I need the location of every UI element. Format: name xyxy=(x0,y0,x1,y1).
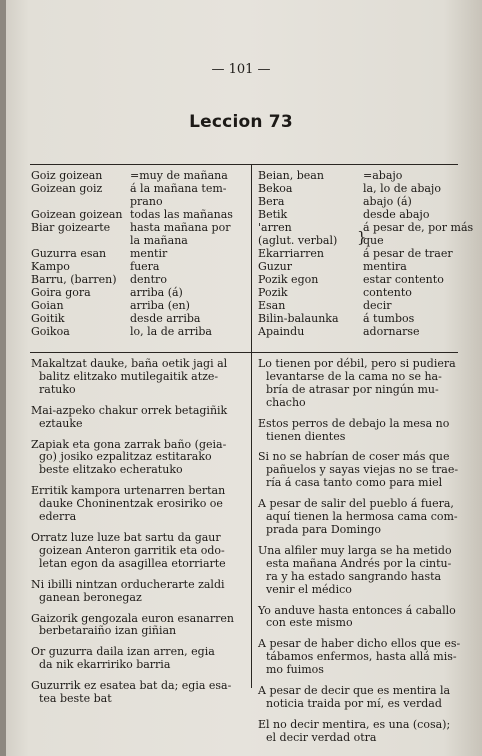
sentence-line: con este mismo xyxy=(266,616,353,630)
spanish-meaning: lo, la de arriba xyxy=(130,325,212,338)
sentence-line: ría á casa tanto como para miel xyxy=(266,476,443,490)
spanish-translations xyxy=(258,358,463,745)
sentence-line: A pesar de haber dicho ellos que es- xyxy=(258,637,461,651)
sentence-line: el decir verdad otra xyxy=(266,730,377,744)
sentence-line: A pesar de decir que es mentira la xyxy=(258,684,451,698)
basque-term: Esan xyxy=(258,299,286,312)
vocab-row xyxy=(31,169,247,182)
vocab-row xyxy=(31,325,247,338)
spanish-meaning: =muy de mañana xyxy=(130,169,228,182)
vocab-column-divider xyxy=(251,164,252,352)
sentence-line: dauke Choninentzak erosiriko oe xyxy=(39,497,223,511)
sentence-line: Makaltzat dauke, baña oetik jagi al xyxy=(31,357,228,370)
spanish-meaning: mentira xyxy=(363,260,407,273)
sentence-line: goizean Anteron garritik eta odo- xyxy=(39,543,225,557)
basque-sentence xyxy=(31,613,247,639)
sentence-line: Mai-azpeko chakur orrek betagiñik xyxy=(31,403,228,417)
spanish-meaning: la mañana xyxy=(130,234,188,247)
spanish-meaning: arriba (á) xyxy=(130,286,183,299)
sentence-line: Orratz luze luze bat sartu da gaur xyxy=(31,530,221,544)
spanish-translation xyxy=(258,498,463,537)
sentence-line: Zapiak eta gona zarrak baño (geia- xyxy=(31,437,227,451)
basque-sentence xyxy=(31,485,247,524)
spanish-meaning: prano xyxy=(130,195,163,208)
spanish-meaning: decir xyxy=(363,299,392,312)
vocab-row xyxy=(258,208,458,221)
basque-term: Apaindu xyxy=(258,325,305,338)
sentence-line: ganean beronegaz xyxy=(39,590,142,604)
basque-sentence xyxy=(31,579,247,605)
vocab-row xyxy=(31,195,247,208)
basque-term: Kampo xyxy=(31,260,70,273)
basque-term: Bilin-balaunka xyxy=(258,312,339,325)
sentence-line: ratuko xyxy=(39,382,76,396)
sentences-column-divider xyxy=(251,352,252,688)
vocab-list-right xyxy=(258,169,474,338)
vocab-row xyxy=(258,286,458,299)
vocab-bottom-rule xyxy=(30,352,458,353)
basque-sentences xyxy=(31,358,247,706)
spanish-meaning: hasta mañana por xyxy=(130,221,231,234)
basque-sentence xyxy=(31,646,247,672)
basque-term: 'arren xyxy=(258,221,292,234)
basque-term: Goikoa xyxy=(31,325,70,338)
sentence-line: berbetaraiño izan giñian xyxy=(39,624,177,638)
sentence-line: Si no se habrían de coser más que xyxy=(258,450,450,464)
sentence-line: A pesar de salir del pueblo á fuera, xyxy=(258,497,454,511)
sentence-line: chacho xyxy=(266,395,306,409)
spanish-translation xyxy=(258,418,463,444)
sentence-line: eztauke xyxy=(39,416,83,430)
basque-sentence xyxy=(31,405,247,431)
vocab-row xyxy=(258,325,458,338)
basque-term: Ekarriarren xyxy=(258,247,324,260)
sentence-line: venir el médico xyxy=(266,582,352,596)
sentence-line: El no decir mentira, es una (cosa); xyxy=(258,717,451,731)
sentence-line: aquí tienen la hermosa cama com- xyxy=(266,510,458,524)
spanish-meaning: fuera xyxy=(130,260,160,273)
vocab-row xyxy=(258,169,458,182)
basque-term: Goizean goiz xyxy=(31,182,103,195)
spanish-translation xyxy=(258,358,463,410)
vocab-row xyxy=(31,299,247,312)
sentence-line: prada para Domingo xyxy=(266,522,382,536)
basque-sentence xyxy=(31,680,247,706)
sentence-line: go) josiko ezpalitzaz estitarako xyxy=(39,450,212,464)
basque-term: Goiz goizean xyxy=(31,169,103,182)
basque-term: Pozik xyxy=(258,286,288,299)
sentence-line: Ni ibilli nintzan orducherarte zaldi xyxy=(31,577,225,591)
vocab-row xyxy=(258,195,458,208)
spanish-meaning: dentro xyxy=(130,273,167,286)
basque-term: Bekoa xyxy=(258,182,293,195)
spanish-meaning: á la mañana tem- xyxy=(130,182,227,195)
basque-term: (aglut. verbal) xyxy=(258,234,338,247)
sentence-line: esta mañana Andrés por la cintu- xyxy=(266,556,452,570)
sentence-line: Lo tienen por débil, pero si pudiera xyxy=(258,357,456,370)
basque-term: Goitik xyxy=(31,312,65,325)
spanish-meaning: mentir xyxy=(130,247,168,260)
vocab-list-left xyxy=(31,169,247,338)
spanish-translation xyxy=(258,638,463,677)
sentence-line: ederra xyxy=(39,510,77,524)
basque-sentence xyxy=(31,439,247,478)
basque-term: Bera xyxy=(258,195,285,208)
vocab-row xyxy=(31,312,247,325)
sentence-line: tienen dientes xyxy=(266,429,346,443)
sentence-line: tábamos enfermos, hasta allá mis- xyxy=(266,650,457,664)
basque-term: Goira gora xyxy=(31,286,91,299)
sentence-line: Or guzurra daila izan arren, egia xyxy=(31,645,215,659)
basque-term: Biar goizearte xyxy=(31,221,111,234)
vocab-row xyxy=(31,208,247,221)
spanish-translation xyxy=(258,719,463,745)
spanish-meaning: á pesar de traer xyxy=(363,247,453,260)
vocab-top-rule xyxy=(30,164,458,165)
spanish-meaning: abajo (á) xyxy=(363,195,412,208)
spanish-meaning: estar contento xyxy=(363,273,444,286)
vocab-row xyxy=(258,312,458,325)
vocab-row xyxy=(31,273,247,286)
spanish-meaning: que xyxy=(363,234,384,247)
basque-sentence xyxy=(31,358,247,397)
spanish-meaning: =abajo xyxy=(363,169,403,182)
spanish-meaning: contento xyxy=(363,286,412,299)
vocab-row xyxy=(31,260,247,273)
basque-term: Pozik egon xyxy=(258,273,319,286)
spanish-meaning: desde arriba xyxy=(130,312,201,325)
spanish-meaning: todas las mañanas xyxy=(130,208,233,221)
vocab-row xyxy=(31,182,247,195)
sentence-line: pañuelos y sayas viejas no se trae- xyxy=(266,463,459,477)
sentence-line: balitz elitzako mutilegaitik atze- xyxy=(39,369,219,383)
spanish-translation xyxy=(258,605,463,631)
basque-term: Goian xyxy=(31,299,64,312)
spanish-meaning: adornarse xyxy=(363,325,420,338)
basque-term: Guzurra esan xyxy=(31,247,107,260)
basque-term: Guzur xyxy=(258,260,293,273)
sentence-line: levantarse de la cama no se ha- xyxy=(266,369,442,383)
sentence-line: Gaizorik gengozala euron esanarren xyxy=(31,611,234,625)
basque-term: Betik xyxy=(258,208,288,221)
sentence-line: Una alfiler muy larga se ha metido xyxy=(258,543,452,557)
spanish-meaning: arriba (en) xyxy=(130,299,190,312)
sentence-line: Estos perros de debajo la mesa no xyxy=(258,416,450,430)
vocab-row xyxy=(258,182,458,195)
spanish-meaning: desde abajo xyxy=(363,208,430,221)
vocab-row xyxy=(31,221,247,234)
spanish-translation xyxy=(258,451,463,490)
vocab-row xyxy=(258,299,458,312)
sentence-line: Erritik kampora urtenarren bertan xyxy=(31,484,226,498)
brace-glyph: } xyxy=(357,228,367,246)
page-number: — 101 — xyxy=(211,62,271,77)
basque-term: Barru, (barren) xyxy=(31,273,117,286)
vocab-row xyxy=(258,273,458,286)
spanish-meaning: á tumbos xyxy=(363,312,415,325)
basque-sentence xyxy=(31,532,247,571)
lesson-title: Leccion 73 xyxy=(189,112,293,132)
sentence-line: mo fuimos xyxy=(266,663,324,677)
sentence-line: Guzurrik ez esatea bat da; egia esa- xyxy=(31,679,232,693)
basque-term: Goizean goizean xyxy=(31,208,123,221)
sentence-line: tea beste bat xyxy=(39,692,112,706)
sentence-line: beste elitzako echeratuko xyxy=(39,463,183,477)
spanish-meaning: á pesar de, por más xyxy=(363,221,474,234)
vocab-row xyxy=(258,260,458,273)
sentence-line: noticia traida por mí, es verdad xyxy=(266,696,442,710)
sentence-line: letan egon da asagillea etorriarte xyxy=(39,556,226,570)
spanish-translation xyxy=(258,545,463,597)
vocab-row xyxy=(31,247,247,260)
spanish-translation xyxy=(258,685,463,711)
basque-term: Beian, bean xyxy=(258,169,324,182)
vocab-row xyxy=(31,234,247,247)
vocab-row xyxy=(31,286,247,299)
sentence-line: ra y ha estado sangrando hasta xyxy=(266,569,442,583)
sentence-line: da nik ekarririko barria xyxy=(39,658,171,672)
sentence-line: Yo anduve hasta entonces á caballo xyxy=(258,603,456,617)
sentence-line: bría de atrasar por ningún mu- xyxy=(266,382,439,396)
spanish-meaning: la, lo de abajo xyxy=(363,182,441,195)
